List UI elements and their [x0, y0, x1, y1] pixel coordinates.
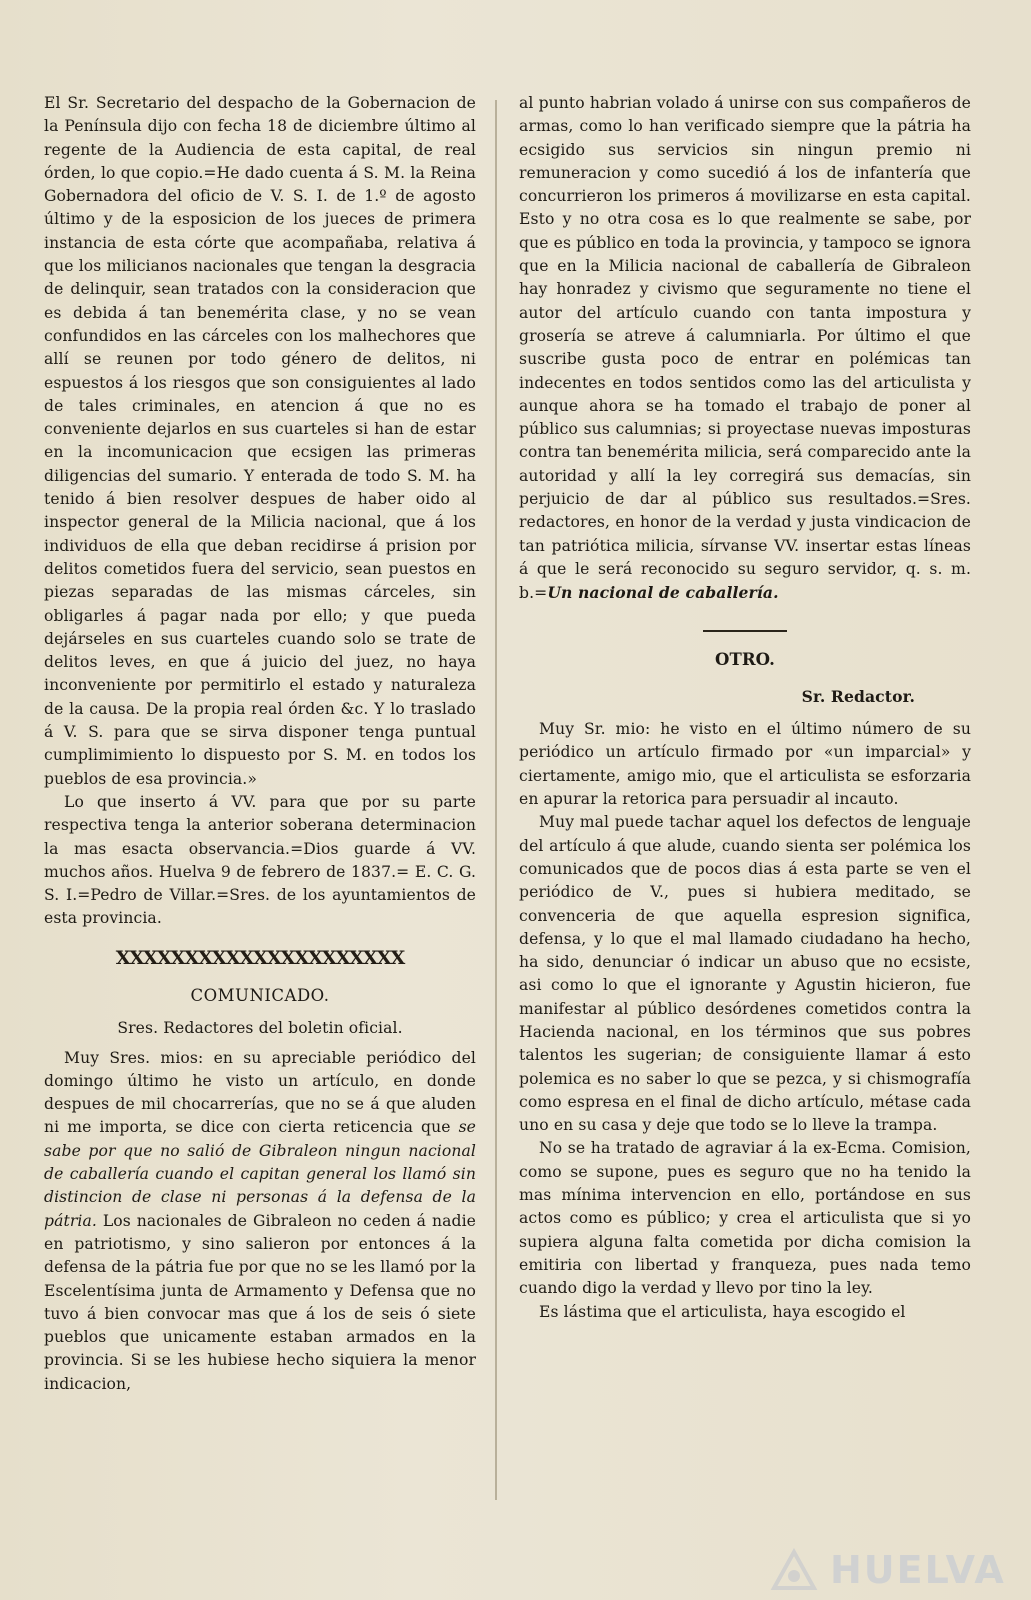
royal-order-paragraph: El Sr. Secretario del despacho de la Gobernacion de la Península dijo con fecha 18 de diciembre último al regente de la Audiencia de esta capital, de real órden, lo que copio.=He dado cuenta á S. M. la Reina Gobernadora del oficio de V. S. I. de 1.º de agosto último y de la esposicion de los jueces de primera instancia de esta córte que acompañaba, relativa á que los milicianos nacionales que tengan la desgracia de delinquir, sean tratados con la consideracion que es debida á tan benemérita clase, y no se vean confundidos en las cárceles con los malhechores que allí se reunen por todo género de delitos, ni espuestos á los riesgos que son consiguientes al lado de tales criminales, en atencion á que no es conveniente dejarlos en sus cuarteles si han de estar en la incomunicacion que ecsigen las primeras diligencias del sumario. Y enterada de todo S. M. ha tenido á bien resolver despues de haber oido al inspector general de la Milicia nacional, que á los individuos de ella que deban recidirse á prision por delitos cometidos fuera del servicio, sean puestos en piezas separadas de las mismas cárceles, sin obligarles á pagar nada por ello; y que pueda dejárseles en sus cuarteles cuando solo se trate de delitos leves, en que á juicio del juez, no haya inconveniente por permitirlo el estado y naturaleza de la causa. De la propia real órden &c. Y lo traslado á V. S. para que se sirva disponer tenga puntual cumplimimiento lo dispuesto por S. M. en todos los pueblos de esa provincia.» [44, 94, 476, 788]
left-column [44, 92, 476, 1396]
section-rule [703, 630, 787, 632]
salutation-redactores: Sres. Redactores del boletin oficial. [117, 1019, 403, 1038]
salutation-redactor: Sr. Redactor. [801, 686, 915, 706]
insertion-paragraph: Lo que inserto á VV. para que por su parte respectiva tenga la anterior soberana determinacion la mas esacta observancia.=Dios guarde á VV. muchos años. Huelva 9 de febrero de 1837.= E. C. G. S. I.=Pedro de Villar.=Sres. de los ayuntamientos de esta provincia. [44, 792, 476, 928]
right-column [519, 92, 971, 1324]
quoted-claim: se sabe por que no salió de Gibraleon ningun nacional de caballería cuando el capitan general los llamó sin distincion de clase ni personas á la defensa de la pátria. [44, 1118, 476, 1230]
second-letter-paragraph-4: Es lástima que el articulista, haya escogido el [539, 1302, 906, 1321]
letter-continuation [519, 92, 971, 606]
section-title-otro: OTRO. [714, 649, 775, 669]
ornamental-divider: XXXXXXXXXXXXXXXXXXXXX [115, 946, 405, 969]
second-letter-opening: Muy Sr. mio: he visto en el último número de su periódico un artículo firmado por «un imparcial» y ciertamente, amigo mio, que el articulista se esforzaria en apurar la retorica para persuadir al incauto. [519, 720, 971, 809]
column-divider [495, 100, 497, 1500]
letter-signature: Un nacional de caballería. [547, 583, 779, 603]
letter-text-end: Los nacionales de Gibraleon no ceden á nadie en patriotismo, y sino salieron por entonces á la defensa de la pátria fue por que no se les llamó por la Escelentísima junta de Armamento y Defensa que no tuvo á bien convocar mas que á los de seis ó siete pueblos que unicamente estaban armados en la provincia. Si se les hubiese hecho siquiera la menor indicacion, [44, 1211, 476, 1393]
archive-watermark: HUELVA [830, 1548, 1006, 1592]
archive-emblem-icon [770, 1548, 818, 1592]
second-letter-paragraph-2: Muy mal puede tachar aquel los defectos de lenguaje del artículo á que alude, cuando sienta ser polémica los comunicados que de pocos dias á esta parte se ven el periódico de V., pues si hubiera meditado, se convenceria de que aquella espresion significa, defensa, y lo que el mal llamado ciudadano ha hecho, ha sido, denunciar ó indicar un abuso que no ecsiste, asi como lo que el ignorante y Agustin hicieron, fue manifestar al público desórdenes cometidos contra la Hacienda nacional, en los términos que sus pobres talentos les sugerian; de consiguiente llamar á esto polemica es no saber lo que se pezca, y si chismografía como espresa en el final de dicho artículo, métase cada uno en su casa y deje que todo se lo lleve la trampa. [519, 813, 971, 1135]
second-letter-paragraph-3: No se ha tratado de agraviar á la ex-Ecma. Comision, como se supone, pues es seguro que no ha tenido la mas mínima intervencion en ello, portándose en sus actos como es público; y crea el articulista que si yo supiera alguna falta cometida por dicha comision la emitiria con libertad y franqueza, pues nada temo cuando digo la verdad y llevo por tino la ley. [519, 1139, 971, 1298]
letter-text-start: Muy Sres. mios: en su apreciable periódico del domingo último he visto un artículo, en donde despues de mil chocarrerías, que no se á que aluden ni me importa, se dice con cierta reticencia que [44, 1048, 476, 1137]
letter-continuation-text: al punto habrian volado á unirse con sus compañeros de armas, como lo han verificado siempre que la pátria ha ecsigido sus servicios sin ningun premio ni remuneracion y como sucedió á los de infantería que concurrieron los primeros á movilizarse en esta capital. Esto y no otra cosa es lo que realmente se sabe, por que es público en toda la provincia, y tampoco se ignora que en la Milicia nacional de caballería de Gibraleon hay honradez y civismo que seguramente no tiene el autor del artículo cuando con tanta impostura y grosería se atreve á calumniarla. Por último el que suscribe gusta poco de entrar en polémicas tan indecentes en todos sentidos como las del articulista y aunque ahora se ha tomado el trabajo de poner al público sus calumnias; si proyectase nuevas imposturas contra tan benemérita milicia, será comparecido ante la autoridad y allí la ley corregirá sus demacías, sin perjuicio de dar al público sus resultados.=Sres. redactores, en honor de la verdad y justa vindicacion de tan patriótica milicia, sírvanse VV. insertar estas líneas á que le será reconocido su seguro servidor, q. s. m. b.= [519, 94, 971, 603]
section-title-comunicado: COMUNICADO. [190, 985, 330, 1005]
letter-paragraph [44, 1047, 476, 1396]
